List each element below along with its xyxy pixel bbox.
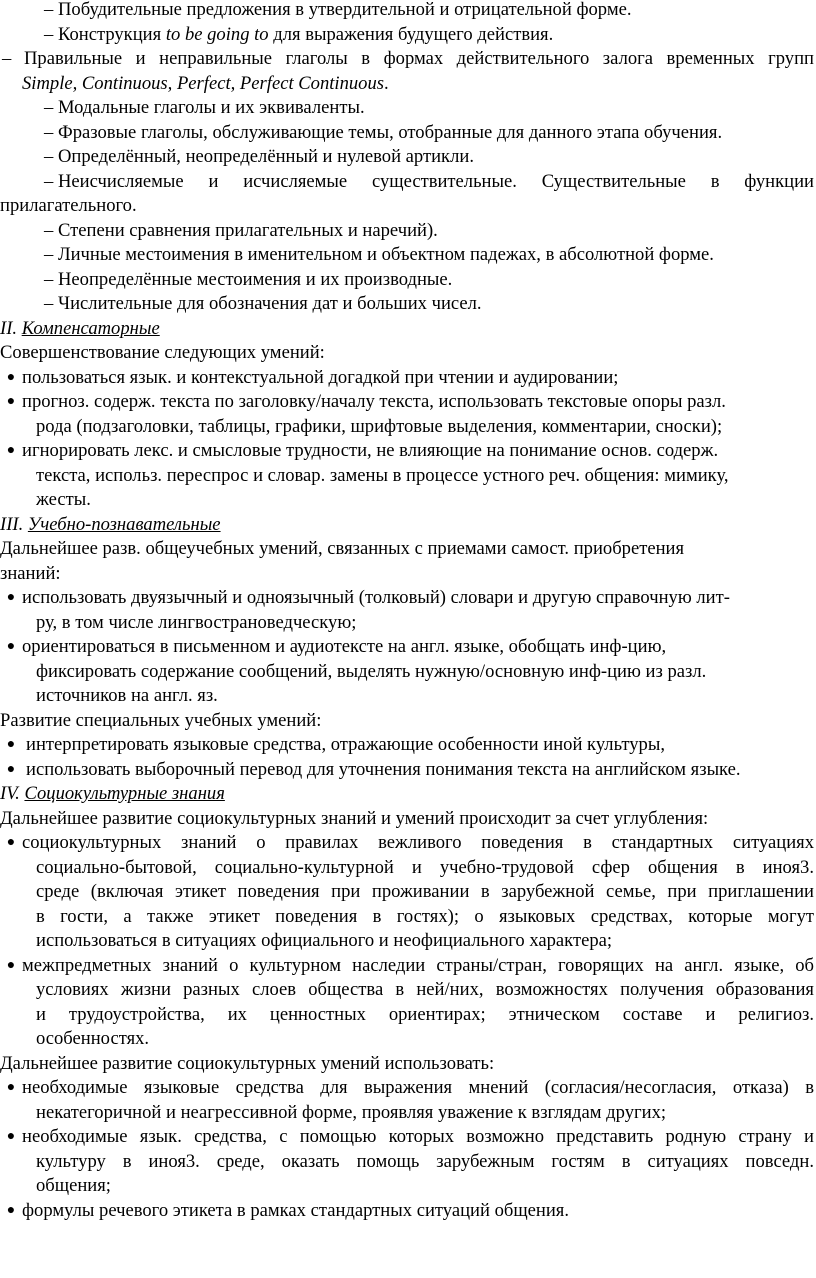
section-heading-sociocultural: IV. Социокультурные знания <box>0 783 225 804</box>
grammar-item: – Личные местоимения в именительном и объектном падежах, в абсолютной форме. <box>44 244 714 265</box>
list-item: ● пользоваться язык. и контекстуальной догадкой при чтении и аудировании; <box>0 366 816 391</box>
section-heading-compensatory: II. Компенсаторные <box>0 317 160 339</box>
bullet-icon: ● <box>6 835 16 850</box>
grammar-item: – Степени сравнения прилагательных и наречий). <box>44 219 438 241</box>
bullet-icon: ● <box>6 369 16 385</box>
list-item: ● необходимые языковые средства для выражения мнений (согласия/несогласия, отказа) в некатегоричной и неагрессивной форме, проявляя уважение к взглядам других; <box>0 1076 816 1125</box>
list-item: ● формулы речевого этикета в рамках стандартных ситуаций общения. <box>0 1199 816 1224</box>
section-intro: Развитие специальных учебных умений: <box>0 709 322 731</box>
grammar-item-tenses-cont: Simple, Continuous, Perfect, Perfect Continuous. <box>22 72 389 94</box>
list-item: ● использовать двуязычный и одноязычный (толковый) словари и другую справочную лит- ру, в том числе лингвострановедческую; <box>0 586 816 635</box>
grammar-item-tenses: – Правильные и неправильные глаголы в формах действительного залога временных групп <box>2 48 814 69</box>
bullet-icon: ● <box>6 1080 16 1095</box>
grammar-item: – Числительные для обозначения дат и больших чисел. <box>44 293 482 314</box>
bullet-icon: ● <box>6 737 16 752</box>
grammar-item: – Побудительные предложения в утвердительной и отрицательной форме. <box>44 0 632 20</box>
bullet-icon: ● <box>6 590 16 605</box>
bullet-icon: ● <box>6 761 16 777</box>
list-item: ● межпредметных знаний о культурном наследии страны/стран, говорящих на англ. языке, об условиях жизни разных слоев общества в ней/них, возможностях получения образования и трудоустройства, их ценностных ориентирах; этническом составе и религиоз. особенностях. <box>0 954 816 1052</box>
list-item: ● ориентироваться в письменном и аудиотексте на англ. языке, обобщать инф-цию, фиксировать содержание сообщений, выделять нужную/основную инф-цию из разл. источников на англ. яз. <box>0 635 816 709</box>
grammar-item: – Конструкция to be going to для выражения будущего действия. <box>44 23 554 45</box>
bullet-icon: ● <box>6 957 16 973</box>
bullet-icon: ● <box>6 639 16 654</box>
bullet-icon: ● <box>6 1202 16 1218</box>
grammar-item-cont: прилагательного. <box>0 195 137 216</box>
grammar-item: – Фразовые глаголы, обслуживающие темы, отобранные для данного этапа обучения. <box>44 121 723 143</box>
grammar-item: – Неисчисляемые и исчисляемые существительные. Существительные в функции <box>44 170 814 192</box>
list-item: ● использовать выборочный перевод для уточнения понимания текста на английском языке. <box>0 758 816 783</box>
list-item: ● игнорировать лекс. и смысловые трудности, не влияющие на понимание основ. содерж. текста, использ. переспрос и словар. замены в процессе устного реч. общения: мимику, жесты. <box>0 439 816 513</box>
bullet-icon: ● <box>6 1129 16 1144</box>
section-intro: Дальнейшее разв. общеучебных умений, связанных с приемами самост. приобретения <box>0 538 685 559</box>
section-intro: Дальнейшее развитие социокультурных знаний и умений происходит за счет углубления: <box>0 807 709 829</box>
section-intro: Дальнейшее развитие социокультурных умений использовать: <box>0 1052 495 1074</box>
section-heading-educational: III. Учебно-познавательные <box>0 513 221 535</box>
bullet-icon: ● <box>6 443 16 458</box>
grammar-item: – Неопределённые местоимения и их производные. <box>44 268 453 290</box>
grammar-item: – Определённый, неопределённый и нулевой артикли. <box>44 146 474 167</box>
list-item: ● прогноз. содерж. текста по заголовку/началу текста, использовать текстовые опоры разл. рода (подзаголовки, таблицы, графики, шрифтовые выделения, комментарии, сноски); <box>0 390 816 439</box>
bullet-icon: ● <box>6 394 16 409</box>
section-intro: Совершенствование следующих умений: <box>0 342 325 363</box>
list-item: ● социокультурных знаний о правилах вежливого поведения в стандартных ситуациях социально-бытовой, социально-культурной и учебно-трудовой сфер общения в иноя3. среде (включая этикет поведения при проживании в зарубежной семье, при приглашении в гости, а также этикет поведения в гостях); о языковых средствах, которые могут использоваться в ситуациях официального и неофициального характера; <box>0 831 816 954</box>
list-item: ● интерпретировать языковые средства, отражающие особенности иной культуры, <box>0 733 816 758</box>
list-item: ● необходимые язык. средства, с помощью которых возможно представить родную страну и культуру в иноя3. среде, оказать помощь зарубежным гостям в ситуациях повседн. общения; <box>0 1125 816 1199</box>
grammar-item: – Модальные глаголы и их эквиваленты. <box>44 97 365 118</box>
section-intro-cont: знаний: <box>0 562 61 584</box>
